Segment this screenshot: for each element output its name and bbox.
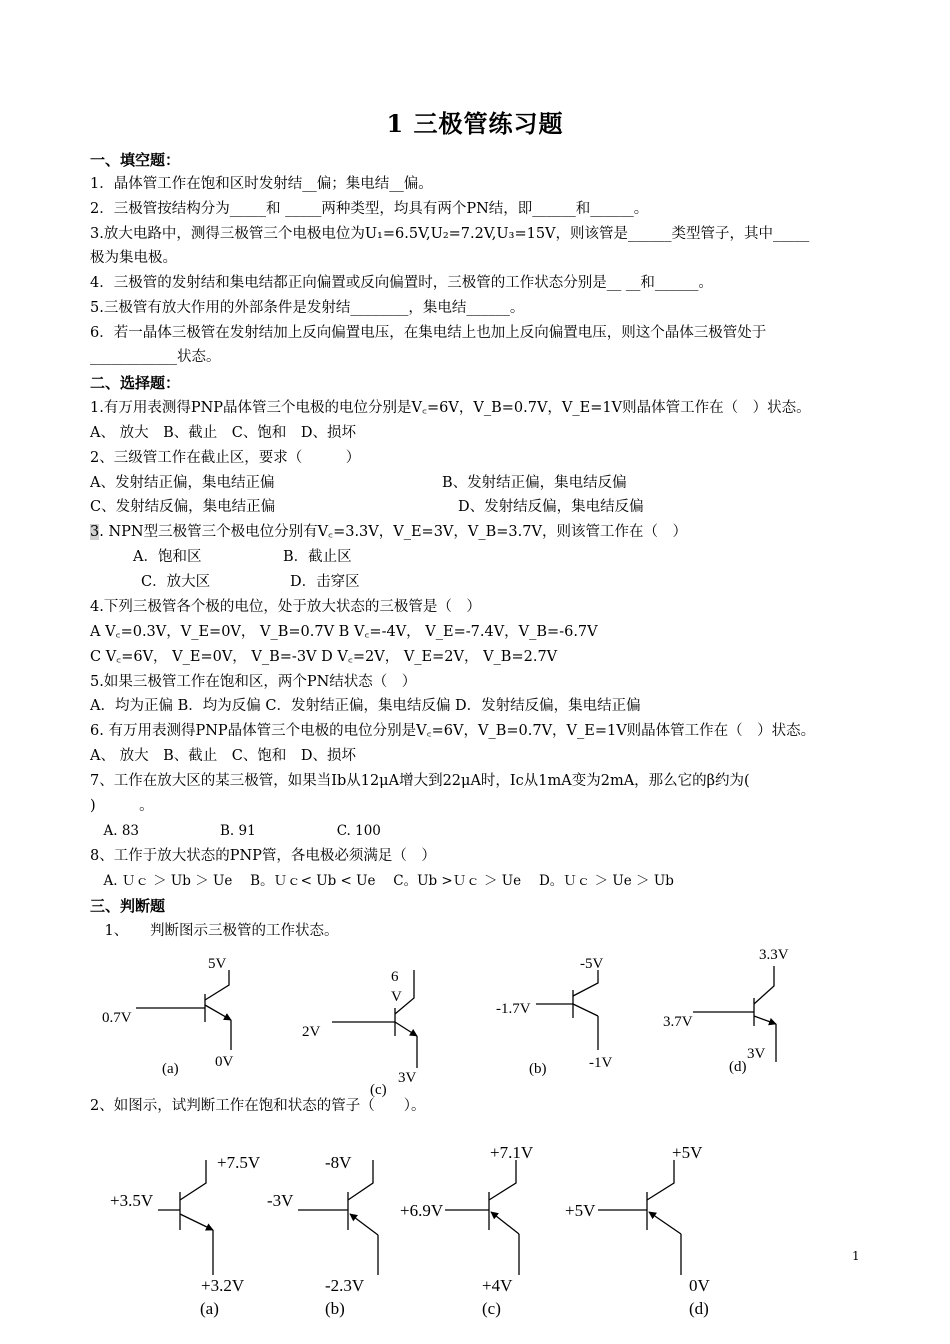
choice-q5: 5.如果三极管工作在饱和区，两个PN结状态（ ） <box>90 674 417 690</box>
choice-q3-option-d: D．击穿区 <box>290 574 360 590</box>
fill-item-1: 1．晶体管工作在饱和区时发射结__偏；集电结__偏。 <box>90 176 433 192</box>
fig2-d-bottom: 0V <box>689 1276 710 1295</box>
fig1-d-top: 3.3V <box>759 947 789 963</box>
fill-item-2: 2．三极管按结构分为_____和 _____两种类型，均具有两个PN结，即______和______。 <box>90 201 649 217</box>
fig1-b-top: -5V <box>580 956 604 972</box>
fig1-c-base: 2V <box>302 1024 321 1040</box>
choice-q8-options: A. Ｕｃ ＞ Ub ＞ Ue B。Ｕｃ< Ub < Ue C。Ub >Ｕｃ ＞ Ue D。Ｕｃ ＞ Ue ＞ Ub <box>90 873 674 889</box>
fig2-d-label: (d) <box>689 1299 709 1318</box>
fig2-transistor-a-icon <box>158 1160 213 1275</box>
choice-q7-options: A. 83 B. 91 C. 100 <box>90 823 381 839</box>
choice-q1: 1.有万用表测得PNP晶体管三个电极的电位分别是V꜀=6V，V_B=0.7V，V_E=1V则晶体管工作在（ ）状态。 <box>90 400 811 416</box>
judge-q1: 1、 判断图示三极管的工作状态。 <box>90 923 339 939</box>
fig2-c-base: +6.9V <box>400 1201 444 1220</box>
fig1-a-bottom: 0V <box>215 1054 234 1070</box>
choice-q4-line-1: A V꜀=0.3V，V_E=0V， V_B=0.7V B V꜀=-4V， V_E=-7.4V，V_B=-6.7V <box>90 624 598 640</box>
fig2-c-bottom: +4V <box>482 1276 513 1295</box>
choice-q2-option-a: A、发射结正偏，集电结正偏 <box>90 475 275 491</box>
choice-q7-cont: ) 。 <box>90 798 154 814</box>
fig2-b-bottom: -2.3V <box>325 1276 365 1295</box>
fig1-b-label: (b) <box>529 1061 547 1077</box>
fig2-b-top: -8V <box>325 1153 352 1172</box>
fig1-c-top-2: V <box>391 989 402 1005</box>
choice-q5-options: A．均为正偏 B．均为反偏 C．发射结正偏，集电结反偏 D．发射结反偏，集电结正偏 <box>90 698 641 714</box>
page-title: 1 三极管练习题 <box>386 109 564 138</box>
choice-q3-text: . NPN型三极管三个极电位分别有V꜀=3.3V，V_E=3V，V_B=3.7V，则该管工作在（ ） <box>99 524 687 540</box>
fig1-a-top: 5V <box>208 956 227 972</box>
fig2-transistor-b-icon <box>298 1160 378 1275</box>
fig2-transistor-c-icon <box>445 1160 519 1275</box>
fig1-transistor-c-icon <box>332 970 417 1068</box>
fig1-c-label: (c) <box>370 1082 387 1098</box>
choice-q4-line-2: C V꜀=6V， V_E=0V， V_B=-3V D V꜀=2V， V_E=2V， V_B=2.7V <box>90 649 558 665</box>
choice-q2-option-b: B、发射结正偏，集电结反偏 <box>442 475 627 491</box>
fig1-transistor-a-icon <box>136 970 231 1050</box>
section-fill-title: 一、填空题： <box>90 151 181 169</box>
fig1-d-label: (d) <box>729 1059 747 1075</box>
fig2-b-base: -3V <box>267 1191 294 1210</box>
fig1-c-bottom: 3V <box>398 1070 417 1086</box>
choice-q3-option-a: A．饱和区 <box>133 549 202 565</box>
fig1-a-base: 0.7V <box>102 1010 132 1026</box>
fill-item-6-cont: ____________状态。 <box>90 349 221 365</box>
fig1-c-top-1: 6 <box>391 969 399 985</box>
choice-q6-options: A、 放大 B、截止 C、饱和 D、损坏 <box>90 748 356 764</box>
fig1-d-bottom: 3V <box>747 1046 766 1062</box>
fig2-transistor-d-icon <box>598 1160 681 1275</box>
fig1-b-bottom: -1V <box>589 1055 613 1071</box>
choice-q7: 7、工作在放大区的某三极管，如果当Ib从12μA增大到22μA时，Ic从1mA变为2mA，那么它的β约为( <box>90 773 750 789</box>
choice-q2: 2、三级管工作在截止区，要求（ ） <box>90 450 361 466</box>
fill-item-5: 5.三极管有放大作用的外部条件是发射结________，集电结______。 <box>90 300 525 316</box>
fig2-b-label: (b) <box>325 1299 345 1318</box>
section-choice-title: 二、选择题： <box>90 374 181 392</box>
choice-q8: 8、工作于放大状态的PNP管，各电极必须满足（ ） <box>90 848 436 864</box>
fig2-c-top: +7.1V <box>490 1143 534 1162</box>
judge-q2: 2、如图示，试判断工作在饱和状态的管子（ ）。 <box>90 1098 426 1114</box>
choice-q1-options: A、 放大 B、截止 C、饱和 D、损坏 <box>90 425 356 441</box>
fig1-a-label: (a) <box>162 1061 179 1077</box>
fill-item-3: 3.放大电路中，测得三极管三个电极电位为U₁=6.5V,U₂=7.2V,U₃=15V，则该管是______类型管子，其中_____ <box>90 226 810 242</box>
choice-q3-number: 3 <box>90 524 100 540</box>
fig1-d-base: 3.7V <box>663 1014 693 1030</box>
fill-item-6: 6．若一晶体三极管在发射结加上反向偏置电压，在集电结上也加上反向偏置电压，则这个晶体三极管处于 <box>90 325 767 341</box>
choice-q3-option-b: B．截止区 <box>283 549 352 565</box>
choice-q2-option-c: C、发射结反偏，集电结正偏 <box>90 499 276 515</box>
fill-item-4: 4．三极管的发射结和集电结都正向偏置或反向偏置时，三极管的工作状态分别是__ __和______。 <box>90 275 713 291</box>
page-number: 1 <box>852 1249 860 1263</box>
fig1-transistor-b-icon <box>536 970 598 1050</box>
fig2-d-top: +5V <box>672 1143 703 1162</box>
choice-q3-option-c: C．放大区 <box>141 574 211 590</box>
fig2-d-base: +5V <box>565 1201 596 1220</box>
fig2-a-bottom: +3.2V <box>201 1276 245 1295</box>
fig2-a-label: (a) <box>200 1299 219 1318</box>
fig2-a-top: +7.5V <box>217 1153 261 1172</box>
fill-item-3-cont: 极为集电极。 <box>90 250 177 266</box>
choice-q4: 4.下列三极管各个极的电位，处于放大状态的三极管是（ ） <box>90 599 481 615</box>
section-judge-title: 三、判断题 <box>90 897 166 915</box>
fig2-c-label: (c) <box>482 1299 501 1318</box>
choice-q6: 6. 有万用表测得PNP晶体管三个电极的电位分别是V꜀=6V，V_B=0.7V，V_E=1V则晶体管工作在（ ）状态。 <box>90 723 816 739</box>
fig1-b-base: -1.7V <box>496 1001 531 1017</box>
choice-q2-option-d: D、发射结反偏，集电结反偏 <box>458 499 644 515</box>
fig2-a-base: +3.5V <box>110 1191 154 1210</box>
